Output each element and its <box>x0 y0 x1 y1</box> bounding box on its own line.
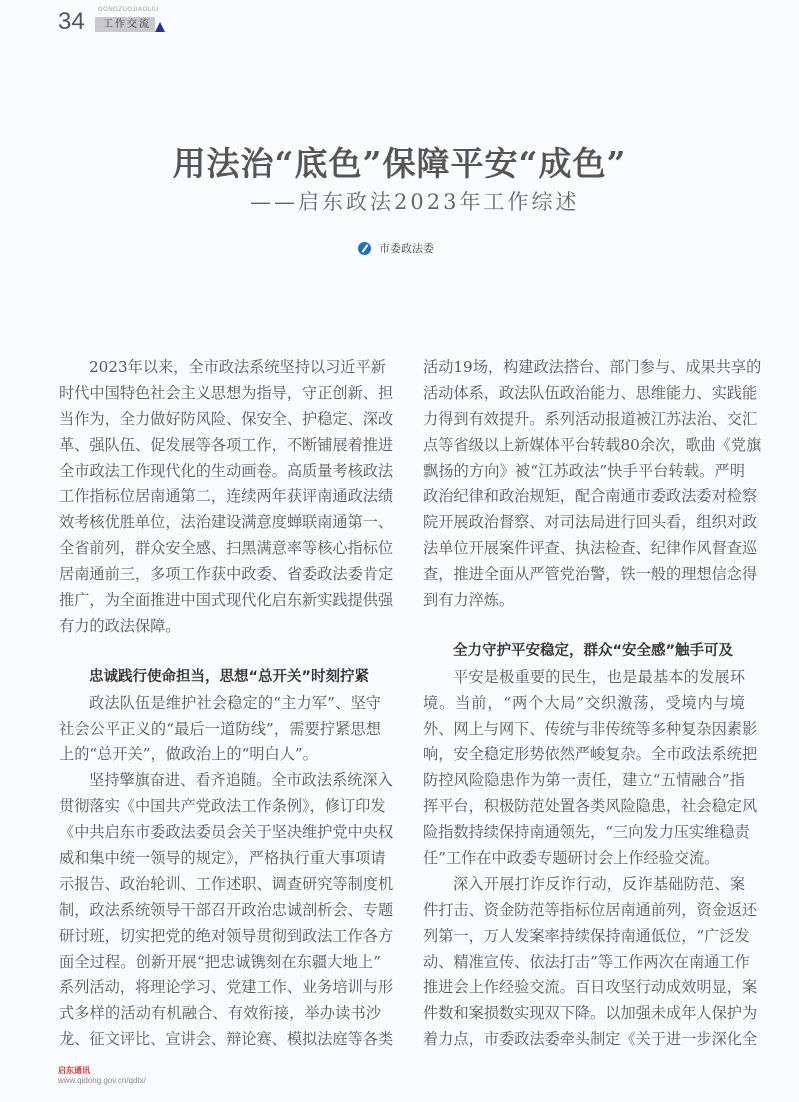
text-line: 外、网上与网下、传统与非传统等多种复杂因素影 <box>423 719 758 738</box>
text-line: 动、精准宣传、依法打击”等工作两次在南通工作 <box>423 952 750 971</box>
article-subtitle: ——启东政法2023年工作综述 <box>250 190 580 214</box>
paragraph <box>423 665 758 872</box>
text-line: 点等省级以上新媒体平台转载80余次，歌曲《党旗 <box>423 435 762 454</box>
text-line: 坚持擎旗奋进、看齐追随。全市政法系统深入 <box>89 771 393 790</box>
text-line: 列第一，万人发案率持续保持南通低位，“广泛发 <box>423 926 750 945</box>
text-line: 任”工作在中政委专题研讨会上作经验交流。 <box>423 849 720 868</box>
text-line: 面全过程。创新开展“把忠诚镌刻在东疆大地上” <box>59 952 381 971</box>
paragraph <box>59 355 394 640</box>
page-number: 34 <box>58 8 85 35</box>
footer-magazine-name: 启东通讯 <box>58 1066 90 1075</box>
text-line: 深入开展打诈反诈行动，反诈基础防范、案 <box>453 874 745 893</box>
text-line: 《中共启东市委政法委员会关于坚决维护党中央权 <box>59 823 394 842</box>
text-line: 查，推进全面从严管党治警，铁一般的理想信念得 <box>423 565 758 584</box>
text-line: 到有力淬炼。 <box>423 591 515 610</box>
text-line: 系列活动，将理论学习、党建工作、业务培训与形 <box>59 978 394 997</box>
text-line: 工作指标位居南通第二，连续两年获评南通政法绩 <box>59 487 394 506</box>
paragraph <box>59 691 381 769</box>
text-line: 法单位开展案件评查、执法检查、纪律作风督查巡 <box>423 539 758 558</box>
text-line: 居南通前三，多项工作获中政委、省委政法委肯定 <box>59 565 394 584</box>
byline <box>358 240 434 256</box>
section-label: 工作交流 <box>95 17 155 32</box>
text-line: 全市政法工作现代化的生动画卷。高质量考核政法 <box>59 461 394 480</box>
left-column <box>59 355 394 1053</box>
text-line: 政治纪律和政治规矩，配合南通市委政法委对检察 <box>423 487 758 506</box>
section-heading: 忠诚践行使命担当，思想“总开关”时刻拧紧 <box>89 668 370 685</box>
text-line: 活动体系，政法队伍政治能力、思维能力、实践能 <box>423 383 758 402</box>
text-line: 2023年以来，全市政法系统坚持以习近平新 <box>89 358 386 376</box>
text-line: 效考核优胜单位，法治建设满意度蝉联南通第一、 <box>59 513 394 532</box>
text-line: 平安是极重要的民生，也是最基本的发展环 <box>453 667 745 686</box>
text-line: 挥平台，积极防范处置各类风险隐患，社会稳定风 <box>423 797 758 816</box>
text-line: 式多样的活动有机融合、有效衔接，举办读书沙 <box>59 1004 381 1023</box>
pen-icon <box>358 242 371 255</box>
author: 市委政法委 <box>379 243 434 255</box>
text-line: 研讨班，切实把党的绝对领导贯彻到政法工作各方 <box>59 926 394 945</box>
text-line: 着力点，市委政法委牵头制定《关于进一步深化全 <box>423 1030 758 1049</box>
text-line: 飘扬的方向》被“江苏政法”快手平台转载。严明 <box>423 461 745 480</box>
text-line: 推广，为全面推进中国式现代化启东新实践提供强 <box>59 591 394 610</box>
text-line: 有力的政法保障。 <box>59 616 181 635</box>
text-line: 力得到有效提升。系列活动报道被江苏法治、交汇 <box>423 409 758 428</box>
text-line: 龙、征文评比、宣讲会、辩论赛、模拟法庭等各类 <box>59 1030 394 1049</box>
text-line: 示报告、政治轮训、工作述职、调查研究等制度机 <box>59 874 394 893</box>
right-column <box>423 355 762 1053</box>
text-line: 贯彻落实《中国共产党政法工作条例》，修订印发 <box>59 797 386 816</box>
text-line: 件数和案损数实现双下降。以加强未成年人保护为 <box>423 1004 758 1023</box>
text-line: 制，政法系统领导干部召开政治忠诚剖析会、专题 <box>59 900 394 919</box>
section-heading: 全力守护平安稳定，群众“安全感”触手可及 <box>453 642 734 659</box>
text-line: 全省前列，群众安全感、扫黑满意率等核心指标位 <box>59 539 394 558</box>
paragraph <box>423 872 758 1053</box>
text-line: 境。当前，“两个大局”交织激荡，受境内与境 <box>423 693 745 712</box>
text-line: 政法队伍是维护社会稳定的“主力军”、坚守 <box>89 693 381 712</box>
text-line: 时代中国特色社会主义思想为指导，守正创新、担 <box>59 383 394 402</box>
text-line: 件打击、资金防范等指标位居南通前列，资金返还 <box>423 900 758 919</box>
text-line: 院开展政治督察、对司法局进行回头看，组织对政 <box>423 513 758 532</box>
section-label-pinyin: GONGZUOJIAOLIU <box>98 7 159 13</box>
article-title: 用法治“底色”保障平安“成色” <box>172 144 627 183</box>
paragraph <box>423 355 762 614</box>
text-line: 险指数持续保持南通领先，“三向发力压实维稳责 <box>423 823 750 842</box>
text-line: 响，安全稳定形势依然严峻复杂。全市政法系统把 <box>423 745 758 764</box>
paragraph <box>59 768 394 1053</box>
text-line: 革、强队伍、促发展等各项工作，不断铺展着推进 <box>59 435 394 454</box>
text-line: 活动19场，构建政法搭台、部门参与、成果共享的 <box>423 358 762 376</box>
triangle-icon <box>155 22 165 32</box>
text-line: 威和集中统一领导的规定》，严格执行重大事项请 <box>59 849 386 868</box>
footer-url[interactable]: www.qidong.gov.cn/qdtx/ <box>58 1076 146 1085</box>
text-line: 防控风险隐患作为第一责任，建立“五情融合”指 <box>423 771 745 790</box>
text-line: 上的“总开关”，做政治上的“明白人”。 <box>59 745 318 764</box>
text-line: 社会公平正义的“最后一道防线”，需要拧紧思想 <box>59 719 381 738</box>
text-line: 当作为，全力做好防风险、保安全、护稳定、深改 <box>59 409 394 428</box>
text-line: 推进会上作经验交流。百日攻坚行动成效明显，案 <box>423 978 758 997</box>
